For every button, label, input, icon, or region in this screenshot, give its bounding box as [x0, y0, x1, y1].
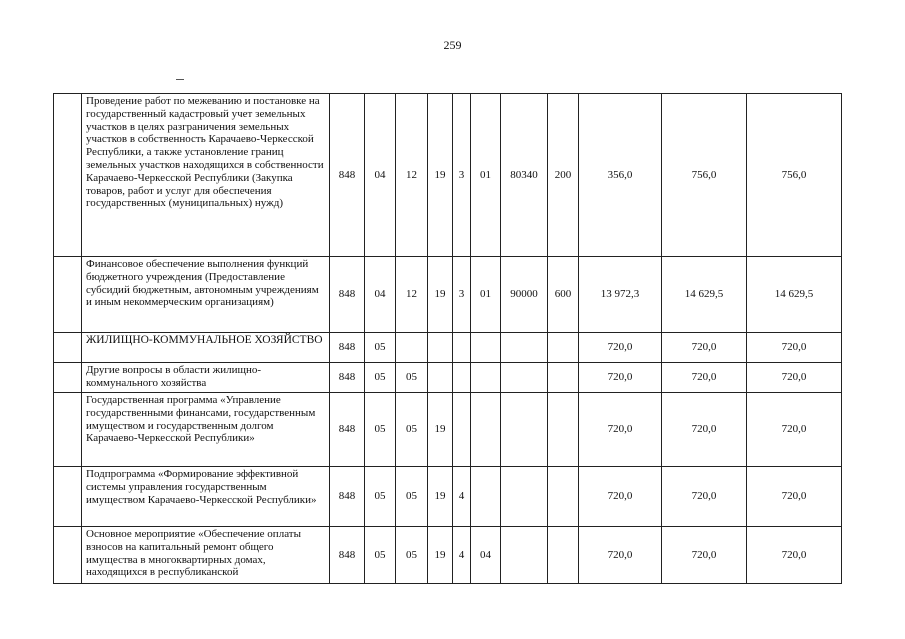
cell-expense-type [548, 527, 579, 584]
cell-measure: 04 [471, 527, 501, 584]
cell-name: Подпрограмма «Формирование эффективной системы управления государственным имуществом Карачаево-Черкесской Республики» [82, 467, 330, 527]
cell-gr: 848 [330, 363, 365, 393]
cell-name: Другие вопросы в области жилищно-коммунального хозяйства [82, 363, 330, 393]
cell-sum-year3: 756,0 [747, 94, 842, 257]
cell-program [428, 333, 453, 363]
cell-program: 19 [428, 94, 453, 257]
cell-program: 19 [428, 467, 453, 527]
table-row [54, 467, 842, 527]
cell-gr: 848 [330, 467, 365, 527]
cell-sum-year2: 720,0 [662, 527, 747, 584]
cell-pr: 05 [396, 467, 428, 527]
table-row [54, 333, 842, 363]
cell-sum-year2: 720,0 [662, 363, 747, 393]
cell-gr: 848 [330, 94, 365, 257]
cell-number [54, 393, 82, 467]
table-body [54, 94, 842, 584]
cell-sum-year1: 720,0 [579, 363, 662, 393]
cell-number [54, 527, 82, 584]
cell-rz: 05 [365, 467, 396, 527]
cell-gr: 848 [330, 257, 365, 333]
cell-rz: 04 [365, 257, 396, 333]
cell-expense-type [548, 467, 579, 527]
cell-measure: 01 [471, 257, 501, 333]
cell-name: ЖИЛИЩНО-КОММУНАЛЬНОЕ ХОЗЯЙСТВО [82, 333, 330, 363]
cell-direction [501, 527, 548, 584]
cell-pr [396, 333, 428, 363]
table-row [54, 94, 842, 257]
cell-rz: 05 [365, 363, 396, 393]
cell-pr: 12 [396, 94, 428, 257]
cell-number [54, 363, 82, 393]
table-row [54, 257, 842, 333]
cell-measure [471, 467, 501, 527]
cell-gr: 848 [330, 393, 365, 467]
cell-gr: 848 [330, 333, 365, 363]
table-row [54, 527, 842, 584]
cell-direction: 90000 [501, 257, 548, 333]
cell-sum-year3: 720,0 [747, 363, 842, 393]
cell-direction [501, 363, 548, 393]
cell-name: Финансовое обеспечение выполнения функций бюджетного учреждения (Предоставление субсидий бюджетным, автономным учреждениям и иным некоммерческим организациям) [82, 257, 330, 333]
cell-sum-year1: 13 972,3 [579, 257, 662, 333]
cell-sum-year3: 720,0 [747, 333, 842, 363]
cell-rz: 05 [365, 333, 396, 363]
cell-sum-year1: 720,0 [579, 393, 662, 467]
cell-sum-year2: 14 629,5 [662, 257, 747, 333]
cell-name: Основное мероприятие «Обеспечение оплаты взносов на капитальный ремонт общего имущества в многоквартирных домах, находящихся в республиканской [82, 527, 330, 584]
cell-sum-year2: 720,0 [662, 467, 747, 527]
cell-rz: 04 [365, 94, 396, 257]
cell-expense-type [548, 333, 579, 363]
cell-direction [501, 467, 548, 527]
cell-name: Государственная программа «Управление государственными финансами, государственным имуществом и государственным долгом Карачаево-Черкесской Республики» [82, 393, 330, 467]
cell-number [54, 94, 82, 257]
scan-artifact-dash [176, 79, 184, 80]
cell-direction [501, 333, 548, 363]
cell-sum-year1: 720,0 [579, 527, 662, 584]
cell-subprogram: 3 [453, 257, 471, 333]
cell-subprogram: 3 [453, 94, 471, 257]
table-row [54, 393, 842, 467]
cell-measure [471, 333, 501, 363]
cell-subprogram [453, 363, 471, 393]
cell-sum-year1: 720,0 [579, 333, 662, 363]
cell-subprogram [453, 333, 471, 363]
cell-number [54, 467, 82, 527]
table-row [54, 363, 842, 393]
cell-pr: 05 [396, 363, 428, 393]
cell-measure [471, 393, 501, 467]
cell-sum-year3: 720,0 [747, 467, 842, 527]
cell-sum-year2: 756,0 [662, 94, 747, 257]
cell-rz: 05 [365, 393, 396, 467]
cell-rz: 05 [365, 527, 396, 584]
budget-table [53, 93, 842, 584]
cell-pr: 05 [396, 393, 428, 467]
cell-name: Проведение работ по межеванию и постановке на государственный кадастровый учет земельных участков в целях разграничения земельных участков в собственность Карачаево-Черкесской Республики, а также установление границ земельных участков находящихся в собственности Карачаево-Черкесской Республики (Закупка товаров, работ и услуг для обеспечения государственных (муниципальных) нужд) [82, 94, 330, 257]
cell-gr: 848 [330, 527, 365, 584]
cell-program [428, 363, 453, 393]
cell-sum-year2: 720,0 [662, 333, 747, 363]
cell-sum-year3: 720,0 [747, 527, 842, 584]
cell-expense-type: 600 [548, 257, 579, 333]
cell-sum-year3: 720,0 [747, 393, 842, 467]
cell-pr: 12 [396, 257, 428, 333]
cell-measure: 01 [471, 94, 501, 257]
cell-sum-year2: 720,0 [662, 393, 747, 467]
cell-subprogram [453, 393, 471, 467]
cell-program: 19 [428, 393, 453, 467]
cell-subprogram: 4 [453, 527, 471, 584]
cell-pr: 05 [396, 527, 428, 584]
cell-program: 19 [428, 257, 453, 333]
cell-sum-year1: 720,0 [579, 467, 662, 527]
cell-direction [501, 393, 548, 467]
cell-expense-type [548, 393, 579, 467]
cell-measure [471, 363, 501, 393]
cell-direction: 80340 [501, 94, 548, 257]
cell-subprogram: 4 [453, 467, 471, 527]
cell-sum-year3: 14 629,5 [747, 257, 842, 333]
cell-expense-type [548, 363, 579, 393]
cell-expense-type: 200 [548, 94, 579, 257]
cell-number [54, 333, 82, 363]
cell-sum-year1: 356,0 [579, 94, 662, 257]
page-number: 259 [443, 38, 462, 52]
cell-number [54, 257, 82, 333]
cell-program: 19 [428, 527, 453, 584]
